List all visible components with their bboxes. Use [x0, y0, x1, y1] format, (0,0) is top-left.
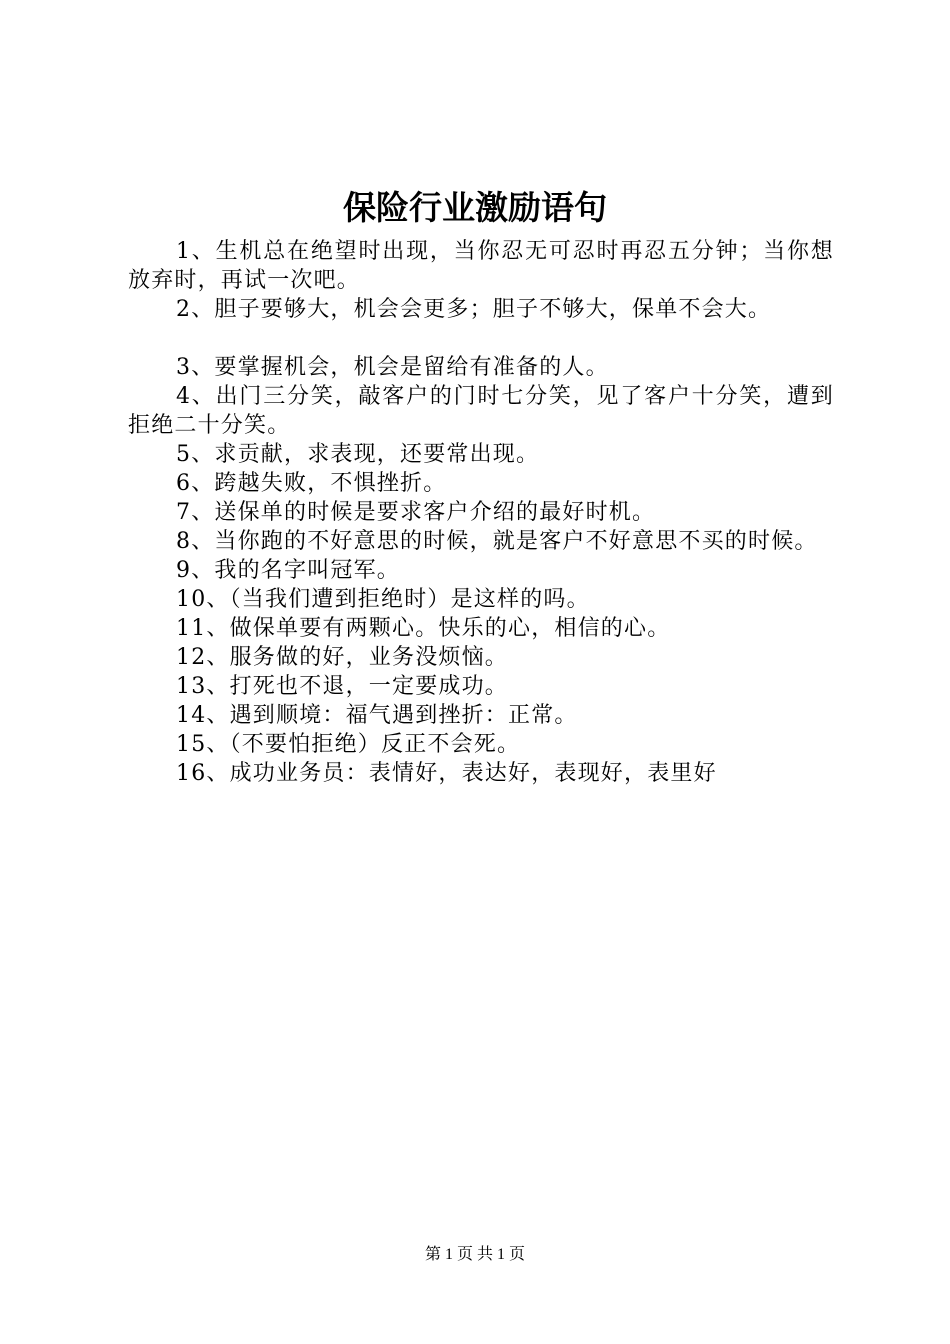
paragraph: 6、跨越失败，不惧挫折。: [176, 471, 447, 496]
paragraph: 16、成功业务员：表情好，表达好，表现好，表里好: [176, 761, 717, 786]
page-title: 保险行业激励语句: [343, 188, 607, 227]
paragraph: 11、做保单要有两颗心。快乐的心，相信的心。: [176, 616, 671, 641]
paragraph: 4、出门三分笑，敲客户的门时七分笑，见了客户十分笑，遭到拒绝二十分笑。: [128, 384, 834, 438]
paragraph: 15、（不要怕拒绝）反正不会死。: [176, 732, 521, 757]
page-footer: 第 1 页 共 1 页: [424, 1246, 525, 1263]
paragraph: 8、当你跑的不好意思的时候，就是客户不好意思不买的时候。: [176, 529, 818, 554]
paragraph: 10、（当我们遭到拒绝时）是这样的吗。: [176, 587, 590, 612]
paragraph: 3、要掌握机会，机会是留给有准备的人。: [176, 355, 609, 380]
paragraph: 9、我的名字叫冠军。: [176, 558, 400, 583]
paragraph: 2、胆子要够大，机会会更多；胆子不够大，保单不会大。: [176, 297, 772, 322]
paragraph: 7、送保单的时候是要求客户介绍的最好时机。: [176, 500, 656, 525]
paragraph: 12、服务做的好，业务没烦恼。: [176, 645, 508, 670]
paragraph: 5、求贡献，求表现，还要常出现。: [176, 442, 540, 467]
document-body: [128, 237, 834, 788]
paragraph: 14、遇到顺境：福气遇到挫折：正常。: [176, 703, 578, 728]
paragraph: 13、打死也不退，一定要成功。: [176, 674, 508, 699]
paragraph: 1、生机总在绝望时出现，当你忍无可忍时再忍五分钟；当你想放弃时，再试一次吧。: [128, 239, 834, 293]
